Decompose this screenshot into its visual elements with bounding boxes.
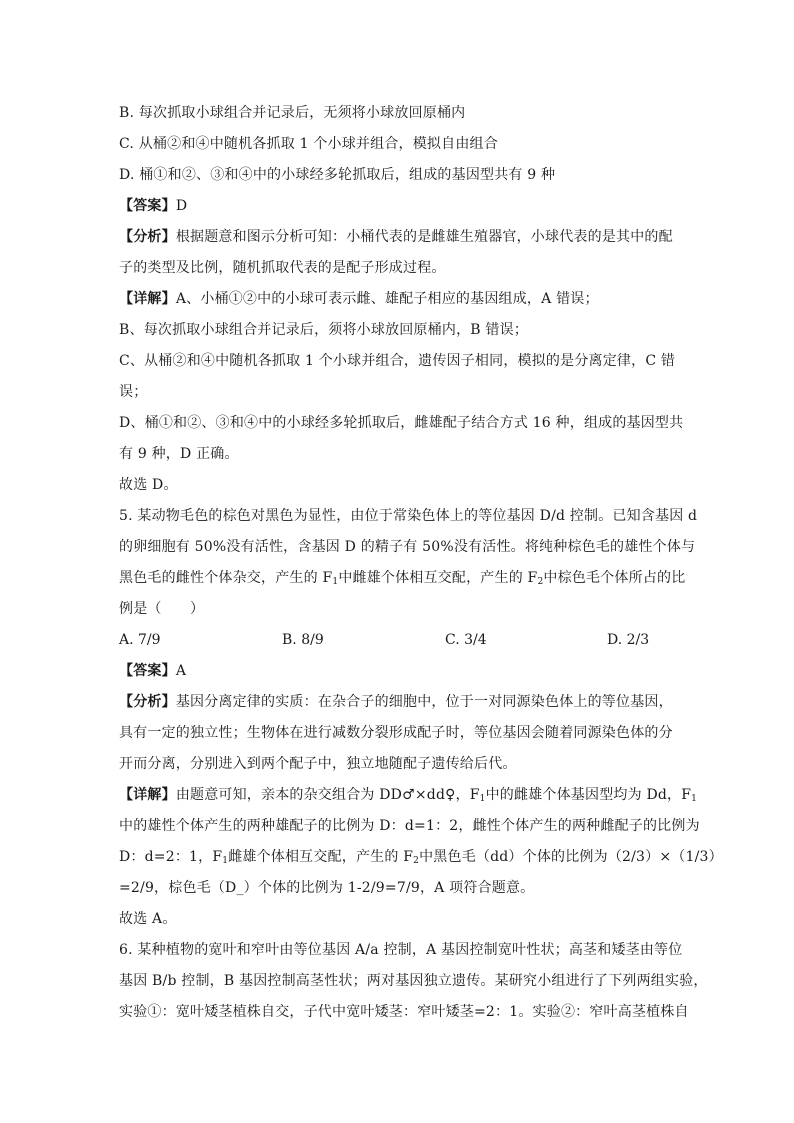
q5-choose: 故选 A。 — [119, 911, 177, 927]
q5-detail-line-1: 【详解】由题意可知，亲本的杂交组合为 DD♂×dd♀，$F_1$中的雌雄个体基因型均为 Dd，$F_1$ — [119, 787, 698, 804]
q5-stem-line-4: 例是（ ） — [119, 601, 205, 617]
q5-stem-line-1: 5. 某动物毛色的棕色对黑色为显性，由位于常染色体上的等位基因 D/d 控制。已知含基因 d — [119, 508, 698, 524]
q5-detail-line-2: 中的雄性个体产生的两种雄配子的比例为 D：d=1：2，雌性个体产生的两种雌配子的比例为 — [119, 818, 700, 834]
analysis-text: 基因分离定律的实质：在杂合子的细胞中，位于一对同源染色体上的等位基因， — [175, 694, 673, 710]
q4-analysis-line-2: 子的类型及比例，随机抓取代表的是配子形成过程。 — [119, 260, 446, 276]
q6-stem-line-1: 6. 某种植物的宽叶和窄叶由等位基因 A/a 控制，A 基因控制宽叶性状；高茎和矮茎由等位 — [119, 942, 683, 958]
answer-value: A — [175, 663, 187, 679]
detail-tag: 【详解】 — [119, 787, 176, 803]
detail-text: A、小桶①②中的小球可表示雌、雄配子相应的基因组成，A 错误； — [175, 291, 599, 307]
detail-tag: 【详解】 — [119, 291, 176, 307]
q5-option-d: D. 2/3 — [607, 632, 650, 648]
q6-stem-line-2: 基因 B/b 控制，B 基因控制高茎性状；两对基因独立遗传。某研究小组进行了下列两组实验， — [119, 973, 708, 989]
q6-stem-line-3: 实验①：宽叶矮茎植株自交，子代中宽叶矮茎：窄叶矮茎=2：1。实验②：窄叶高茎植株自 — [119, 1004, 689, 1020]
q5-option-b: B. 8/9 — [282, 632, 324, 648]
q4-option-b: B. 每次抓取小球组合并记录后，无须将小球放回原桶内 — [119, 105, 466, 121]
q4-choose: 故选 D。 — [119, 477, 178, 493]
q5-detail-line-3: D：d=2：1，$F_1$雌雄个体相互交配，产生的 $F_2$中黑色毛（dd）个体的比例为（2/3）×（1/3） — [119, 849, 723, 866]
q4-detail-line-5: D、桶①和②、③和④中的小球经多轮抓取后，雌雄配子结合方式 16 种，组成的基因型共 — [119, 415, 684, 431]
q4-analysis-line-1 — [119, 228, 689, 246]
q5-analysis-line-3: 开而分离，分别进入到两个配子中，独立地随配子遗传给后代。 — [119, 756, 517, 772]
q4-detail-line-3: C、从桶②和④中随机各抓取 1 个小球并组合，遗传因子相同，模拟的是分离定律，C 错 — [119, 353, 676, 369]
q5-stem-line-3: 黑色毛的雌性个体杂交，产生的 $F_1$中雌雄个体相互交配，产生的 $F_2$中棕色毛个体所占的比 — [119, 570, 686, 587]
q5-option-a: A. 7/9 — [119, 632, 161, 648]
q4-answer-line — [119, 197, 689, 215]
analysis-text: 根据题意和图示分析可知：小桶代表的是雌雄生殖器官，小球代表的是其中的配 — [175, 229, 673, 245]
analysis-tag: 【分析】 — [119, 229, 176, 245]
q4-detail-line-6: 有 9 种，D 正确。 — [119, 446, 239, 462]
analysis-tag: 【分析】 — [119, 694, 176, 710]
q4-detail-line-1 — [119, 290, 689, 308]
q5-analysis-line-2: 具有一定的独立性；生物体在进行减数分裂形成配子时，等位基因会随着同源染色体的分 — [119, 725, 673, 741]
q5-detail-line-4: =2/9，棕色毛（D_）个体的比例为 1-2/9=7/9，A 项符合题意。 — [119, 880, 535, 896]
q4-detail-line-2: B、每次抓取小球组合并记录后，须将小球放回原桶内，B 错误； — [119, 322, 529, 338]
q5-stem-line-2: 的卵细胞有 50%没有活性，含基因 D 的精子有 50%没有活性。将纯种棕色毛的雄性个体与 — [119, 539, 696, 555]
answer-tag: 【答案】 — [119, 198, 176, 214]
q5-option-c: C. 3/4 — [445, 632, 487, 648]
answer-value: D — [175, 198, 188, 214]
q5-answer-line — [119, 662, 689, 680]
q5-analysis-line-1 — [119, 693, 689, 711]
q4-option-c: C. 从桶②和④中随机各抓取 1 个小球并组合，模拟自由组合 — [119, 136, 498, 152]
answer-tag: 【答案】 — [119, 663, 176, 679]
q4-detail-line-4: 误； — [119, 384, 148, 400]
q4-option-d: D. 桶①和②、③和④中的小球经多轮抓取后，组成的基因型共有 9 种 — [119, 167, 556, 183]
